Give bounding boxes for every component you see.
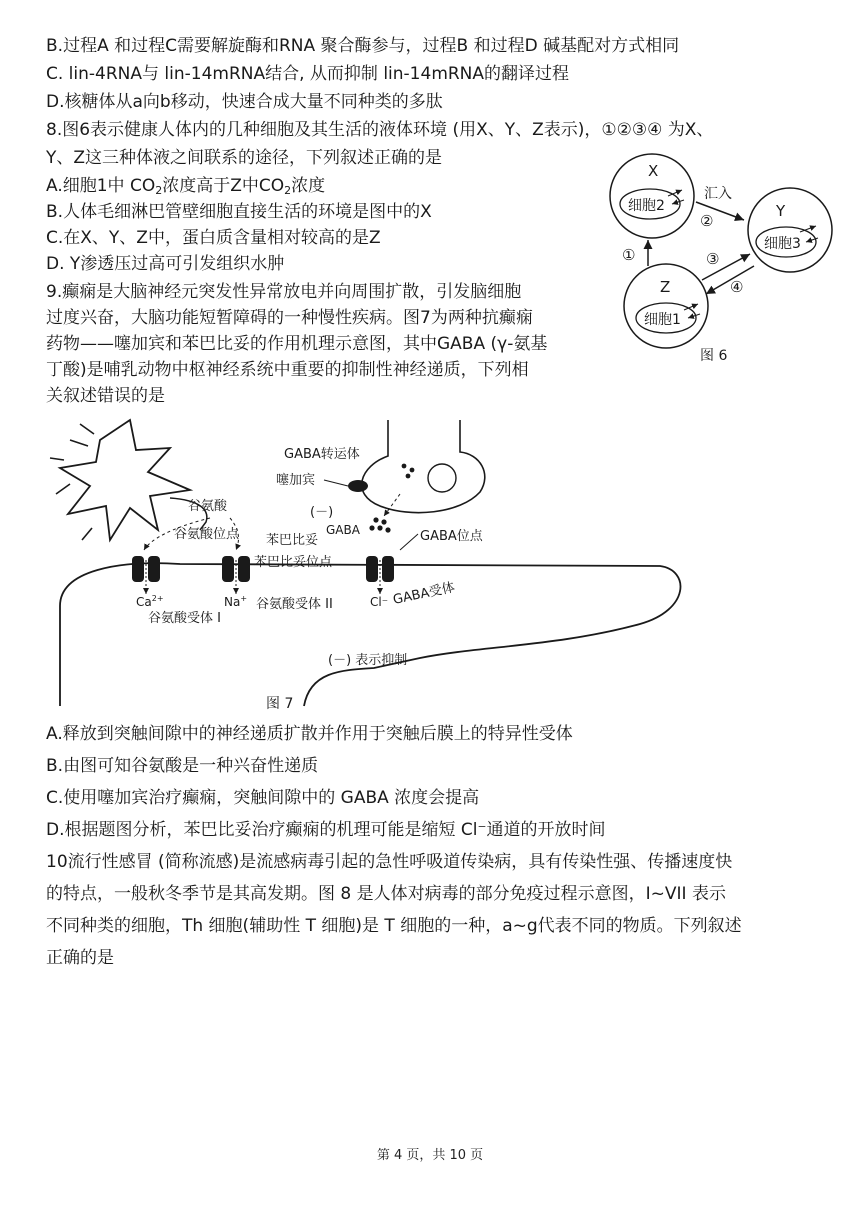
- fluid-x-label: X: [648, 162, 659, 180]
- q8-stem-line1: 8.图6表示健康人体内的几种细胞及其生活的液体环境 (用X、Y、Z表示)，①②③④ 为X、: [46, 120, 714, 140]
- q10-line1: 10流行性感冒 (简称流感)是流感病毒引起的急性呼吸道传染病，具有传染性强、传播速度快: [46, 852, 733, 872]
- cell2-label: 细胞2: [628, 198, 665, 214]
- gaba-transporter-label: GABA转运体: [284, 447, 360, 462]
- figure-6: [600, 148, 840, 368]
- q9-option-b: B.由图可知谷氨酸是一种兴奋性递质: [46, 756, 319, 776]
- glutamate-site-label: 谷氨酸位点: [174, 527, 240, 542]
- q9-option-a: A.释放到突触间隙中的神经递质扩散并作用于突触后膜上的特异性受体: [46, 724, 573, 744]
- path-1-label: ①: [622, 246, 636, 264]
- q8-option-b: B.人体毛细淋巴管壁细胞直接生活的环境是图中的X: [46, 202, 432, 222]
- gaba-transporter: [348, 480, 368, 492]
- calcium-ion-label: $Ca^{2+}$: [136, 594, 164, 609]
- gaba-site-label: GABA位点: [420, 529, 483, 544]
- q9-stem-line2: 过度兴奋，大脑功能短暂障碍的一种慢性疾病。图7为两种抗癫痫: [46, 308, 533, 328]
- fluid-z-label: Z: [660, 278, 671, 296]
- q7-option-d: D.核糖体从a向b移动，快速合成大量不同种类的多肽: [46, 92, 443, 112]
- synaptic-vesicle: [428, 464, 456, 492]
- tiagabine-label: 噻加宾: [276, 473, 316, 488]
- cell1-label: 细胞1: [644, 312, 681, 328]
- path-4-label: ④: [730, 278, 744, 296]
- q9-stem-line1: 9.癫痫是大脑神经元突发性异常放电并向周围扩散，引发脑细胞: [46, 282, 522, 302]
- q8-option-c: C.在X、Y、Z中，蛋白质含量相对较高的是Z: [46, 228, 381, 248]
- page-footer: 第 4 页，共 10 页: [376, 1148, 484, 1163]
- q10-line4: 正确的是: [46, 948, 114, 968]
- cell3-label: 细胞3: [764, 236, 801, 252]
- q9-option-c: C.使用噻加宾治疗癫痫，突触间隙中的 GABA 浓度会提高: [46, 788, 480, 808]
- presynaptic-neuron: [60, 420, 190, 540]
- q10-line2: 的特点，一般秋冬季节是其高发期。图 8 是人体对病毒的部分免疫过程示意图，I~VII 表示: [46, 884, 726, 904]
- path-2-label: ②: [700, 212, 714, 230]
- q9-stem-line3: 药物——噻加宾和苯巴比妥的作用机理示意图，其中GABA (γ-氨基: [46, 334, 548, 354]
- sodium-ion-label: Na+: [224, 594, 248, 609]
- gaba-receptor-label: GABA受体: [391, 580, 457, 608]
- figure-6-caption: 图 6: [700, 348, 728, 364]
- q9-stem-line4: 丁酸)是哺乳动物中枢神经系统中重要的抑制性神经递质，下列相: [46, 360, 529, 380]
- q7-option-c: C. lin-4RNA与 lin-14mRNA结合, 从而抑制 lin-14mRNA的翻译过程: [46, 64, 570, 84]
- gaba-label: GABA: [326, 523, 360, 537]
- fluid-y-label: Y: [776, 202, 786, 220]
- fluid-z-circle: [624, 264, 708, 348]
- phenobarbital-label: 苯巴比妥: [266, 533, 319, 548]
- flow-label: 汇入: [704, 186, 732, 202]
- gaba-presynaptic-terminal: [362, 420, 485, 513]
- inhibition-legend: (－) 表示抑制: [328, 653, 408, 668]
- q7-option-b: B.过程A 和过程C需要解旋酶和RNA 聚合酶参与，过程B 和过程D 碱基配对方式相同: [46, 36, 680, 56]
- q9-option-d: D.根据题图分析，苯巴比妥治疗癫痫的机理可能是缩短 Cl⁻通道的开放时间: [46, 820, 606, 840]
- glutamate-receptor-2-label: 谷氨酸受体 II: [256, 597, 333, 612]
- q9-stem-line5: 关叙述错误的是: [46, 386, 165, 406]
- q8-option-d: D. Y渗透压过高可引发组织水肿: [46, 254, 285, 274]
- phenobarbital-site-label: 苯巴比妥位点: [254, 555, 333, 570]
- glutamate-label: 谷氨酸: [188, 499, 228, 514]
- figure-7: [40, 410, 700, 716]
- postsynaptic-membrane: [60, 563, 680, 706]
- chloride-ion-label: Cl⁻: [370, 595, 389, 609]
- path-3-label: ③: [706, 250, 720, 268]
- glutamate-receptor-1-label: 谷氨酸受体 I: [148, 611, 221, 626]
- q10-line3: 不同种类的细胞，Th 细胞(辅助性 T 细胞)是 T 细胞的一种，a~g代表不同的物质。下列叙述: [46, 916, 742, 936]
- q8-stem-line2: Y、Z这三种体液之间联系的途径，下列叙述正确的是: [46, 148, 443, 168]
- q8-option-a: A.细胞1中 $CO_2$浓度高于Z中$CO_2$浓度: [46, 176, 326, 197]
- figure-7-caption: 图 7: [266, 696, 294, 712]
- fluid-y-circle: [748, 188, 832, 272]
- tiagabine-inhibit-mark: (－): [310, 505, 334, 520]
